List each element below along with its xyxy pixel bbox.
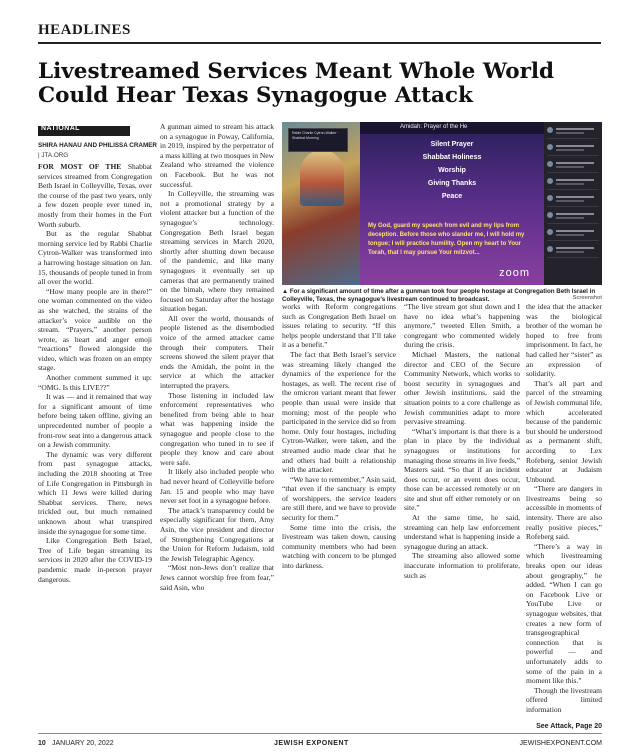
- paragraph-text: “Most non-Jews don’t realize that Jews cannot worship free from fear,” said Asin, who: [160, 563, 274, 592]
- paragraph: [160, 314, 274, 391]
- paragraph-text: The fact that Beth Israel’s service was streaming likely changed the dynamics of the experience for the hostages, as well. The recent rise of the omicron variant meant that fewer people than usual were inside that morning; most of the people who participated in the service did so from home. Only four hostages, including Cytron-Walker, were taken, and the streamed audio made clear that he and others had built a relationship with the attacker.: [282, 349, 396, 475]
- paragraph-text: The dynamic was very different from past synagogue attacks, including the 2018 shooting at Tree of Life Congregation in Pittsburgh in which 11 Jews were killed during Shabbat services. There, news trickled out, but much remained unknown about what transpired inside the synagogue for some time.: [38, 449, 152, 536]
- paragraph-text: the idea that the attacker was the biological brother of the woman he hoped to free from imprisonment. In fact, he had called her “sister” as an expression of solidarity.: [526, 302, 602, 379]
- article-column-2: [160, 122, 274, 592]
- paragraph-text: works with Reform congregations such as Congregation Beth Israel on issues relating to security. “If this helps people understand that I’ll take it as a benefit.”: [282, 302, 396, 350]
- thumbnail-text: Rabbi Charlie Cytron-Walker · Shabbat Morning: [292, 131, 339, 140]
- paragraph-text: The attack’s transparency could be especially significant for them, Amy Asin, the vice president and director of Strengthening Congregations at the Union for Reform Judaism, told the Jewish Telegraphic Agency.: [160, 505, 274, 563]
- paragraph-text: It likely also included people who had never heard of Colleyville before Jan. 15 and people who may have never set foot in a synagogue before.: [160, 467, 274, 506]
- paragraph: [282, 523, 396, 571]
- slide-line: Shabbat Holiness: [422, 154, 482, 161]
- zoom-logo: zoom: [499, 267, 530, 279]
- paragraph-text: “The live stream got shut down and I have no idea what’s happening anymore,” tweeted Ellen Smith, a congregant who commented widely during the crisis.: [404, 302, 520, 350]
- paragraph-text: At the same time, he said, streaming can help law enforcement understand what is happening inside a synagogue during an attack.: [404, 513, 520, 551]
- paragraph: [160, 467, 274, 505]
- paragraph-text: Michael Masters, the national director and CEO of the Secure Community Network, which works to boost security in synagogues and other Jewish institutions, said the situation points to a core challenge as Jewish communities adapt to more pervasive streaming.: [404, 349, 520, 427]
- paragraph-text: In Colleyville, the streaming was not a promotional strategy by a violent attacker but a function of the synagogue’s technology. Congregation Beth Israel began streaming services in March 2020, shortly after shutting down because of the pandemic, and like many synagogues it eventually set up cameras that are permanently trained on the bimah, where they remained focused on Saturday after the hostage situation began.: [160, 189, 274, 314]
- slide-title: Amidah: Prayer of the He: [400, 124, 468, 130]
- paragraph-text: That’s all part and parcel of the streaming of Jewish communal life, which accelerated because of the pandemic but should be understood as a permanent shift, according to Lex Rofeberg, senior Jewish educator at Judaism Unbound.: [526, 378, 602, 484]
- paragraph: [526, 542, 602, 686]
- article-column-4: [404, 302, 520, 580]
- paragraph-text: The streaming also allowed some inaccurate information to proliferate, such as: [404, 551, 520, 580]
- paragraph: [526, 379, 602, 485]
- paragraph: [38, 392, 152, 450]
- issue-date: JANUARY 20, 2022: [52, 740, 114, 747]
- photo-credit: Screenshot: [572, 295, 602, 301]
- chat-message: [547, 227, 599, 241]
- avatar: [547, 144, 553, 150]
- publication-name: JEWISH EXPONENT: [274, 740, 349, 747]
- avatar: [547, 246, 553, 252]
- paragraph: [404, 427, 520, 513]
- avatar: [547, 212, 553, 218]
- paragraph: [404, 513, 520, 551]
- paragraph: [160, 122, 274, 189]
- kicker-badge: [38, 126, 130, 136]
- paragraph-text: “We have to remember,” Asin said, “that even if the sanctuary is empty of worshippers, the service leaders are still there, and we have to provide security for them.”: [282, 474, 396, 523]
- chat-message: [547, 125, 599, 139]
- avatar: [547, 161, 553, 167]
- stained-glass-image: [300, 150, 344, 206]
- section-rule: [38, 42, 601, 44]
- kicker-label: NATIONAL: [41, 125, 80, 132]
- footer-rule: [38, 733, 602, 734]
- paragraph-text: A gunman aimed to stream his attack on a synagogue in Poway, California, in 2019, inspired by the perpetrator of a mass killing at two mosques in New Zealand who streamed the violence on Facebook. But he was not successful.: [160, 122, 274, 189]
- chat-message: [547, 210, 599, 224]
- paragraph: [160, 563, 274, 592]
- paragraph-text: “What’s important is that there is a plan in place by the individual synagogues or institutions for managing those streams in live feeds,” Masters said. “So that if an incident does occur, or an event does occur, those can be accessed remotely or on site and shut off either remotely or on site.”: [404, 426, 520, 513]
- paragraph: [526, 686, 602, 715]
- paragraph-text: But as the regular Shabbat morning service led by Rabbi Charlie Cytron-Walker was transformed into a harrowing hostage situation on Jan. 15, thousands of people tuned in from all over the world.: [38, 229, 152, 287]
- sanctuary-ark-image: [282, 122, 360, 285]
- paragraph: [38, 229, 152, 287]
- article-headline: Livestreamed Services Meant Whole World Could Hear Texas Synagogue Attack: [38, 59, 555, 108]
- paragraph-text: Another comment summed it up: “OMG. Is this LIVE??”: [38, 373, 152, 392]
- paragraph: [38, 536, 152, 584]
- slide-lines: [360, 138, 544, 203]
- paragraph: [404, 551, 520, 580]
- chat-message: [547, 193, 599, 207]
- paragraph: [282, 475, 396, 523]
- chat-message: [547, 176, 599, 190]
- paragraph: [38, 162, 152, 229]
- chat-message: [547, 159, 599, 173]
- article-column-1: [38, 162, 152, 584]
- paragraph-text: Like Congregation Beth Israel, Tree of Life began streaming its services in 2020 after the COVID-19 pandemic made in-person prayer dangerous.: [38, 536, 152, 584]
- photo-caption: ▲ For a significant amount of time after a gunman took four people hostage at Congregation Beth Israel in Colleyville, Texas, the synagogue’s livestream continued to broadcast.: [282, 288, 596, 303]
- paragraph-text: All over the world, thousands of people listened as the disembodied voice of the armed attacker came through their computers. Their screens showed the silent prayer that ends the Amidah, the point in the service at which the attacker interrupted the prayers.: [160, 313, 274, 391]
- article-column-3: [282, 302, 396, 571]
- prayer-text: My God, guard my speech from evil and my lips from deception. Before those who slander me, I will hold my tongue; I will practice humility. Open my heart to Your Torah, that I may pursue Your mitzvot...: [368, 223, 525, 256]
- chat-sidebar: [544, 122, 602, 285]
- paragraph: [38, 450, 152, 536]
- paragraph: [38, 287, 152, 373]
- paragraph-text: “There’s a way in which livestreaming breaks open our ideas about geography,” he added. “When I can go on Facebook Live or YouTube Live or synagogue websites, that creates a new form of transgeographical connection that is powerful — and unfortunately adds to some of the pain in a moment like this.”: [526, 541, 602, 686]
- paragraph: [282, 302, 396, 350]
- article-column-5: [526, 302, 602, 715]
- paragraph: [526, 484, 602, 542]
- slide-line: Worship: [438, 167, 466, 174]
- paragraph: [526, 302, 602, 379]
- paragraph-text: Those listening in included law enforcement representatives who benefited from being able to hear what was happening inside the synagogue and people close to the congregation who tuned in to see if people they know and care about were safe.: [160, 390, 274, 467]
- continued-jump-line: See Attack, Page 20: [536, 723, 602, 730]
- paragraph: [404, 350, 520, 427]
- avatar: [547, 178, 553, 184]
- paragraph-text: Some time into the crisis, the livestream was taken down, causing community members who had been watching with concern to be plunged into darkness.: [282, 522, 396, 571]
- chat-message: [547, 244, 599, 258]
- section-label: HEADLINES: [38, 22, 131, 38]
- avatar: [547, 229, 553, 235]
- paragraph-text: Shabbat services streamed from Congregation Beth Israel in Colleyville, Texas, over the course of the past two years, only a few dozen people ever tuned in, mostly from their homes in the Fort Worth suburb.: [38, 162, 152, 229]
- livestream-screenshot: [282, 122, 602, 285]
- paragraph-text: It was — and it remained that way for a significant amount of time before being taken offline, giving an unprecedented number of people a front-row seat into a dangerous attack on a Jewish community.: [38, 392, 152, 450]
- prayer-slide: [360, 122, 544, 285]
- slide-line: Silent Prayer: [430, 141, 474, 148]
- chat-message: [547, 142, 599, 156]
- paragraph: [38, 373, 152, 392]
- lead-in: FOR MOST OF THE: [38, 162, 122, 171]
- paragraph-text: “There are dangers in livestreams being so accessible in moments of intensity. There are also really positive pieces,” Rofeberg said.: [526, 484, 602, 542]
- avatar: [547, 127, 553, 133]
- paragraph: [282, 350, 396, 475]
- paragraph: [160, 391, 274, 468]
- paragraph-text: Though the livestream offered limited information: [526, 685, 602, 714]
- slide-line: Peace: [441, 193, 463, 200]
- slide-line: Giving Thanks: [427, 180, 477, 187]
- paragraph: [404, 302, 520, 350]
- paragraph-text: “How many people are in there!” one woman commented on the video as she watched, the strains of the attacker’s voice audible on the stream. “Prayers,” another person wrote, as heart and anger emoji “reactions” flowed alongside the video, which was frozen on an empty stage.: [38, 286, 152, 373]
- paragraph: [160, 506, 274, 564]
- video-thumbnail: [288, 128, 348, 152]
- source-line: | JTA.ORG: [38, 152, 69, 159]
- slide-title-bar: [360, 122, 544, 134]
- avatar: [547, 195, 553, 201]
- publication-url: JEWISHEXPONENT.COM: [519, 740, 602, 747]
- byline: SHIRA HANAU AND PHILISSA CRAMER: [38, 142, 157, 149]
- page-number: 10: [38, 740, 46, 747]
- paragraph: [160, 189, 274, 314]
